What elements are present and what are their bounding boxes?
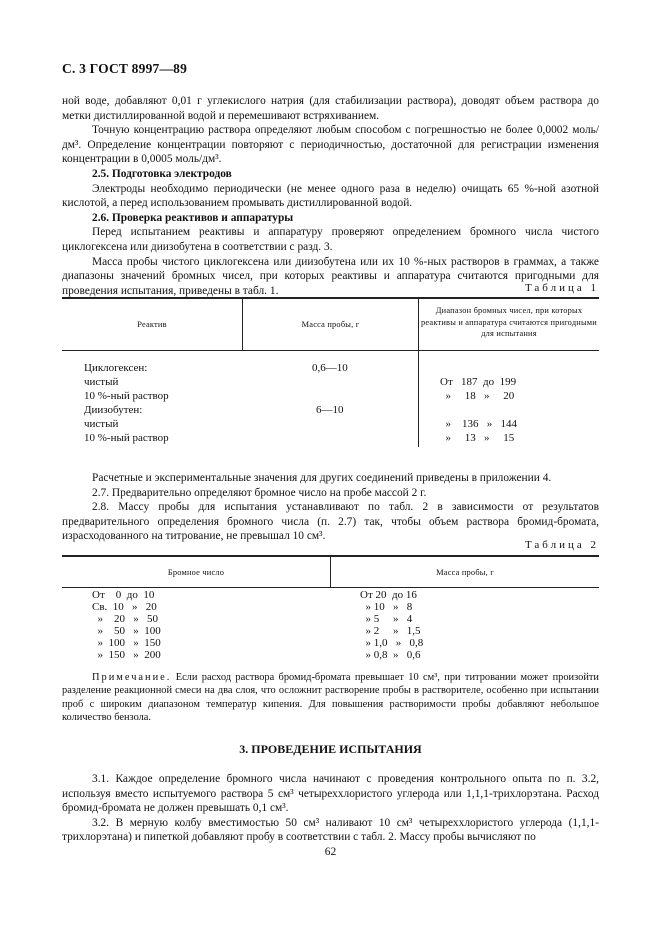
- table-1-row-4-mass: 6—10: [316, 404, 344, 416]
- table-2-row-3-mass: » 5 » 4: [360, 613, 413, 625]
- paragraph-appendix-ref: Расчетные и экспериментальные значения для других соединений приведены в приложении 4.: [92, 472, 552, 484]
- table-1-col-divider-2: [418, 299, 419, 447]
- table-2-row-5-number: » 100 » 150: [92, 637, 161, 649]
- table-1-row-3-range: » 18 » 20: [440, 390, 515, 402]
- table-1-header-reagent: Реактив: [137, 320, 167, 329]
- note-text: Если расход раствора бромид-бромата превышает 10 см³, при титровании может произойти разделение реакционной смеси на два слоя, что осложнит растворение пробы в растворителе, особенно при испытании проб с широким диапазоном температур кипения. Для повышения растворимости пробы добавляют небольшое количество бензола.: [62, 672, 599, 724]
- intro-text-block: [62, 94, 599, 298]
- table-1-row-2-reagent: чистый: [84, 376, 119, 388]
- table-1-row-6-reagent: 10 %-ный раствор: [84, 432, 169, 444]
- table-2-header-mass: Масса пробы, г: [436, 568, 494, 577]
- table-1-header-range: Диапазон бромных чисел, при которых реактивы и аппаратура считаются пригодными для испытания: [421, 306, 597, 338]
- table-2-note: [62, 671, 599, 725]
- paragraph-sample-mass: Масса пробы чистого циклогексена или диизобутена или их 10 %-ных растворов в граммах, а также диапазоны значений бромных чисел, при которых реактивы и аппаратура считаются пригодными для проведения испытания, приведены в табл. 1.: [62, 255, 599, 297]
- table-1-row-5-range: » 136 » 144: [440, 418, 517, 430]
- table-2: [62, 555, 599, 667]
- table-2-row-1-mass: От 20 до 16: [360, 589, 417, 601]
- bottom-text-block: [62, 772, 599, 845]
- table-1-row-1-reagent: Циклогексен:: [84, 362, 148, 374]
- note-label: Примечание.: [92, 672, 172, 683]
- middle-text-block: [62, 471, 599, 544]
- table-1-row-5-reagent: чистый: [84, 418, 119, 430]
- paragraph-electrodes: Электроды необходимо периодически (не менее одного раза в неделю) очищать 65 %-ной азотной кислотой, а перед использованием промывать дистиллированной водой.: [62, 182, 599, 210]
- page-header: С. 3 ГОСТ 8997—89: [62, 61, 188, 76]
- paragraph-3-2: 3.2. В мерную колбу вместимостью 50 см³ наливают 10 см³ четыреххлористого углерода (1,1,1-трихлорэтана) и пипеткой добавляют пробу в соответствии с табл. 2. Массу пробы вычисляют по: [62, 816, 599, 844]
- table-2-row-3-number: » 20 » 50: [92, 613, 158, 625]
- paragraph-solution-prep: ной воде, добавляют 0,01 г углекислого натрия (для стабилизации раствора), доводят объем раствора до метки дистиллированной водой и перемешивают встряхиванием.: [62, 95, 599, 122]
- table-2-caption: Таблица 2: [524, 539, 599, 551]
- paragraph-3-1: 3.1. Каждое определение бромного числа начинают с проведения контрольного опыта по п. 3.2, используя вместо испытуемого раствора 5 см³ четыреххлористого углерода или 1,1,1-трихлорэтана. Расход бромид-бромата не должен превышать 0,1 см³.: [62, 773, 599, 815]
- table-1-row-2-range: От 187 до 199: [440, 376, 517, 388]
- table-2-row-1-number: От 0 до 10: [92, 589, 155, 601]
- table-1-row-3-reagent: 10 %-ный раствор: [84, 390, 169, 402]
- page-number: 62: [324, 846, 337, 858]
- table-2-row-2-mass: » 10 » 8: [360, 601, 413, 613]
- table-1-row-1-mass: 0,6—10: [312, 362, 348, 374]
- table-1-header-rule: [62, 350, 599, 351]
- table-1-top-rule: [62, 297, 599, 299]
- table-1-row-4-reagent: Диизобутен:: [84, 404, 143, 416]
- table-2-header-rule: [62, 587, 599, 588]
- note-paragraph: [62, 671, 599, 725]
- table-2-row-4-number: » 50 » 100: [92, 625, 161, 637]
- table-1-row-6-range: » 13 » 15: [440, 432, 515, 444]
- paragraph-2-8: 2.8. Массу пробы для испытания устанавливают по табл. 2 в зависимости от результатов предварительного определения бромного числа (п. 2.7) так, чтобы объем раствора бромид-бромата, израсходованного на титрование, не превышал 10 см³.: [62, 501, 599, 543]
- table-2-row-6-mass: » 0,8 » 0,6: [360, 649, 421, 661]
- table-1-header-mass: Масса пробы, г: [301, 320, 360, 329]
- table-2-row-4-mass: » 2 » 1,5: [360, 625, 421, 637]
- table-2-header-number: Бромное число: [167, 568, 225, 577]
- table-2-row-2-number: Св. 10 » 20: [92, 601, 157, 613]
- section-2-5-heading: 2.5. Подготовка электродов: [92, 167, 232, 180]
- table-2-row-6-number: » 150 » 200: [92, 649, 161, 661]
- paragraph-concentration: Точную концентрацию раствора определяют любым способом с погрешностью не более 0,0002 моль/дм³. Определение концентрации повторяют с периодичностью, достаточной для регистрации изменения концентрации в 0,0005 моль/дм³.: [62, 124, 599, 166]
- paragraph-reagent-check: Перед испытанием реактивы и аппаратуру проверяют определением бромного числа чистого циклогексена или диизобутена в соответствии с разд. 3.: [62, 226, 599, 253]
- table-1: [62, 297, 599, 457]
- section-2-6-heading: 2.6. Проверка реактивов и аппаратуры: [92, 211, 294, 224]
- paragraph-2-7: 2.7. Предварительно определяют бромное число на пробе массой 2 г.: [92, 486, 427, 499]
- table-2-row-5-mass: » 1,0 » 0,8: [360, 637, 424, 649]
- table-1-caption: Таблица 1: [524, 282, 599, 294]
- chapter-3-heading: 3. ПРОВЕДЕНИЕ ИСПЫТАНИЯ: [239, 742, 422, 756]
